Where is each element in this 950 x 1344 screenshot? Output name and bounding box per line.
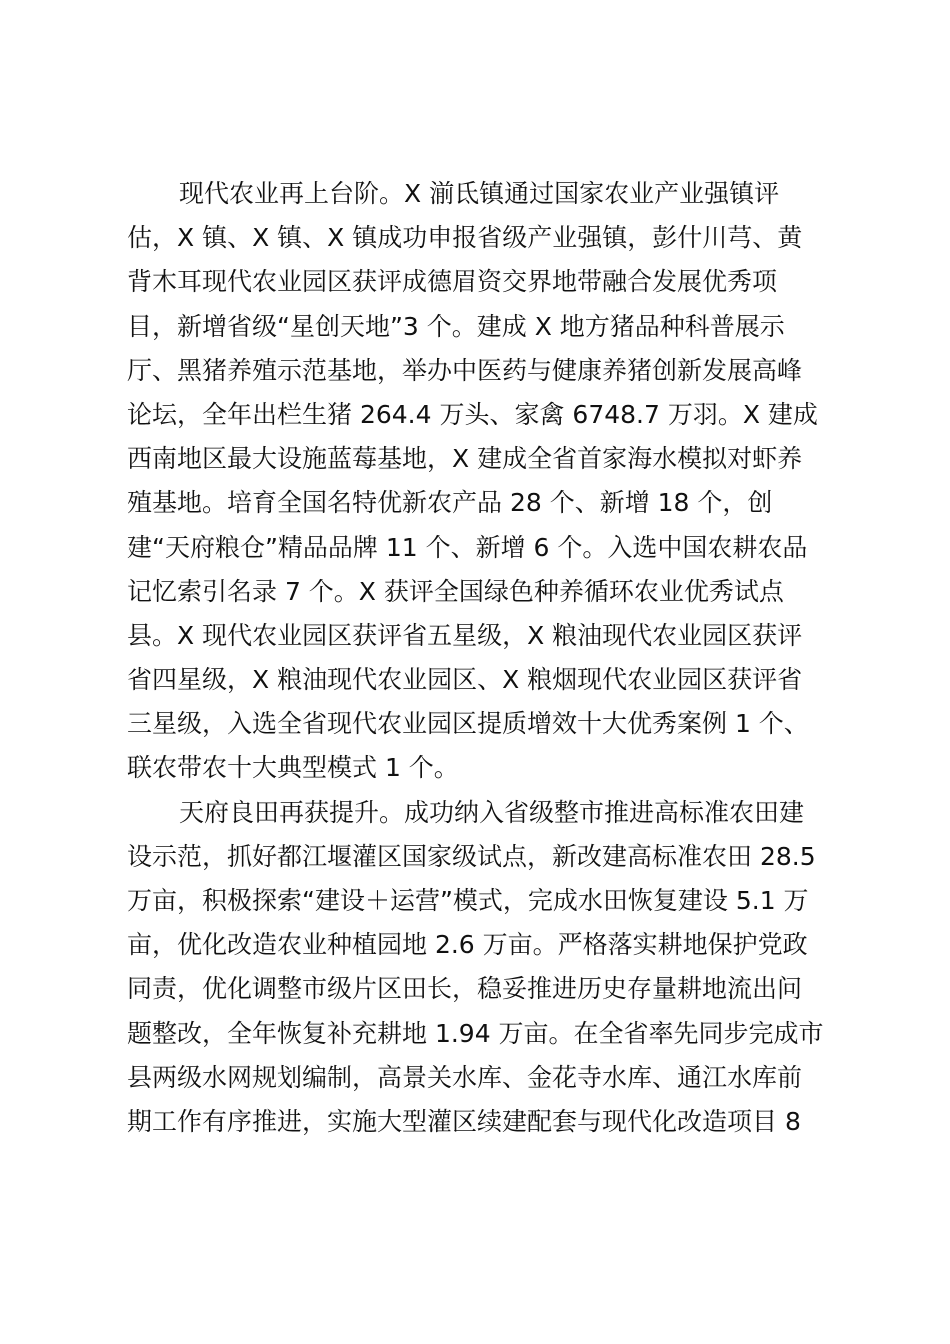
text-line: 联农带农十大典型模式 1 个。 [127,753,459,783]
text-line: 估，X 镇、X 镇、X 镇成功申报省级产业强镇，彭什川芎、黄 [127,223,803,253]
text-line: 万亩，积极探索“建设＋运营”模式，完成水田恢复建设 5.1 万 [127,886,809,915]
text-line: 题整改，全年恢复补充耕地 1.94 万亩。在全省率先同步完成市 [127,1018,824,1048]
text-line: 殖基地。培育全国名特优新农产品 28 个、新增 18 个，创 [127,488,773,518]
text-line: 背木耳现代农业园区获评成德眉资交界地带融合发展优秀项 [127,267,778,297]
text-line: 西南地区最大设施蓝莓基地，X 建成全省首家海水模拟对虾养 [127,444,803,474]
text-line: 天府良田再获提升。成功纳入省级整市推进高标准农田建 [179,797,805,827]
text-line: 三星级，入选全省现代农业园区提质增效十大优秀案例 1 个、 [127,709,809,739]
text-line: 县。X 现代农业园区获评省五星级，X 粮油现代农业园区获评 [127,620,803,650]
text-line: 现代农业再上台阶。X 湔氐镇通过国家农业产业强镇评 [179,179,780,208]
paragraph-farmland [127,791,839,1145]
text-line: 设示范，抓好都江堰灌区国家级试点，新改建高标准农田 28.5 [127,841,816,871]
document-body [127,172,839,1144]
paragraph-agriculture [127,172,839,791]
text-line: 省四星级，X 粮油现代农业园区、X 粮烟现代农业园区获评省 [127,665,803,695]
text-line: 厅、黑猪养殖示范基地，举办中医药与健康养猪创新发展高峰 [127,355,803,385]
text-line: 目，新增省级“星创天地”3 个。建成 X 地方猪品种科普展示 [127,311,785,341]
text-line: 同责，优化调整市级片区田长，稳妥推进历史存量耕地流出问 [127,974,803,1004]
text-line: 亩，优化改造农业种植园地 2.6 万亩。严格落实耕地保护党政 [127,930,808,960]
text-line: 县两级水网规划编制，高景关水库、金花寺水库、通江水库前 [127,1062,803,1092]
text-line: 论坛，全年出栏生猪 264.4 万头、家禽 6748.7 万羽。X 建成 [127,399,818,429]
text-line: 期工作有序推进，实施大型灌区续建配套与现代化改造项目 8 [127,1106,801,1136]
text-line: 记忆索引名录 7 个。X 获评全国绿色种养循环农业优秀试点 [127,576,784,606]
text-line: 建“天府粮仓”精品品牌 11 个、新增 6 个。入选中国农耕农品 [127,532,808,562]
